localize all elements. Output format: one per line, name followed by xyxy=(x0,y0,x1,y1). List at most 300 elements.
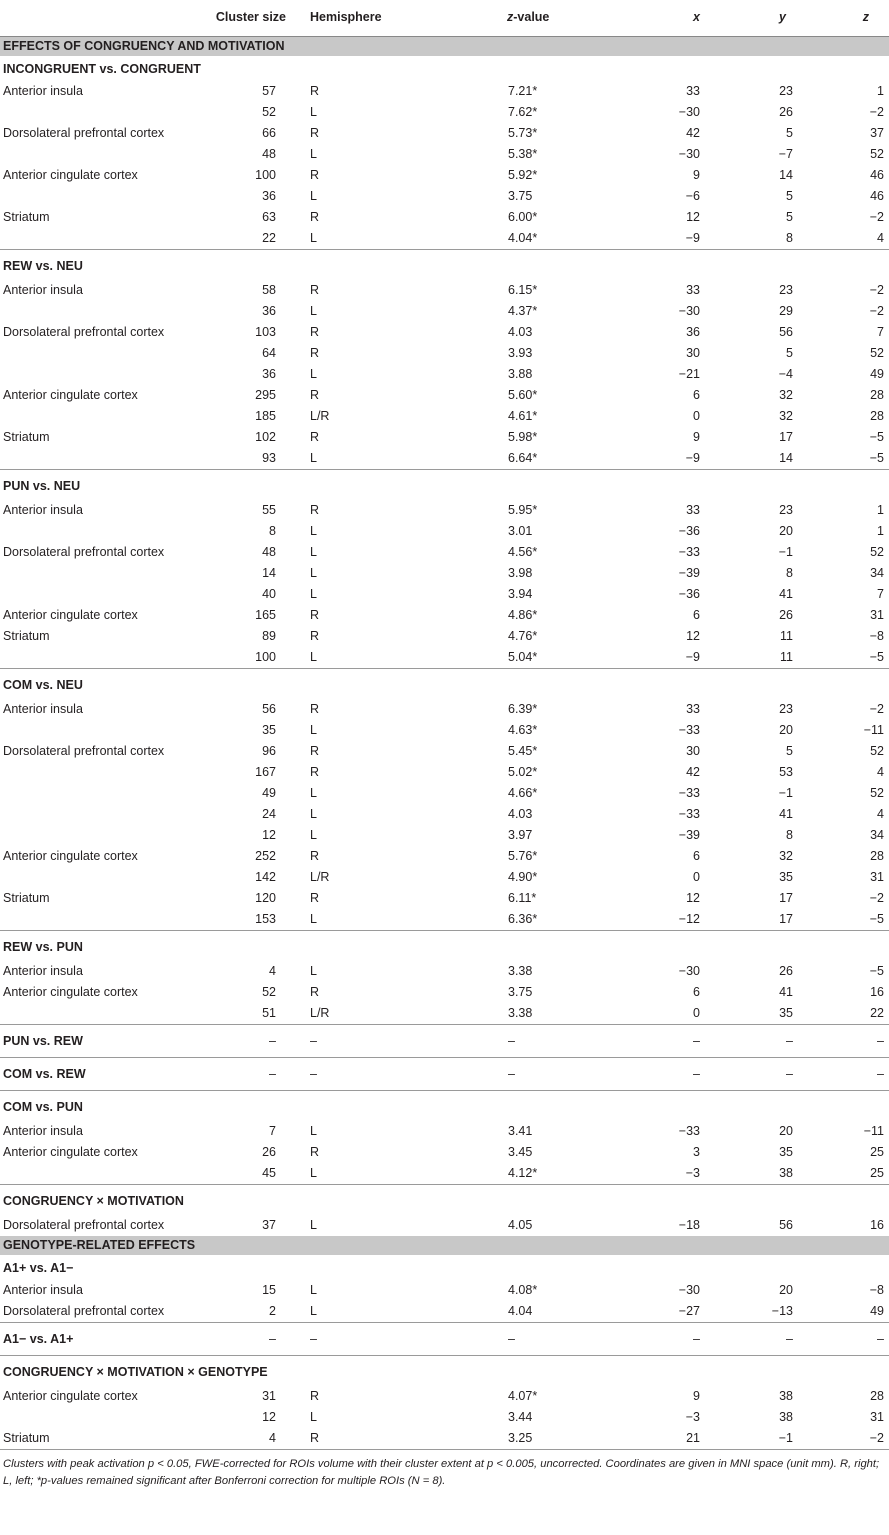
x-coord-cell: 6 xyxy=(693,608,700,622)
hemisphere-cell: L/R xyxy=(310,870,330,884)
region-cell: Anterior cingulate cortex xyxy=(3,608,138,622)
x-coord-cell: 6 xyxy=(693,388,700,402)
z-coord-cell: 28 xyxy=(870,388,884,402)
region-cell: Anterior insula xyxy=(3,283,83,297)
cluster-size-cell: 142 xyxy=(255,870,276,884)
z-value-cell: – xyxy=(455,1058,607,1091)
region-cell: Anterior insula xyxy=(3,1283,83,1297)
z-coord-cell: 34 xyxy=(870,828,884,842)
z-coord-cell: 1 xyxy=(877,84,884,98)
group-header xyxy=(0,1185,889,1216)
group-header xyxy=(0,1091,889,1122)
y-coord-cell: 41 xyxy=(779,985,793,999)
y-coord-cell: −7 xyxy=(778,147,793,161)
group-header xyxy=(0,470,889,501)
z-coord-cell: 4 xyxy=(877,807,884,821)
z-value-cell: 3.75 xyxy=(508,985,533,999)
table-footnote: Clusters with peak activation p < 0.05, FWE-corrected for ROIs volume with their cluster extent at p < 0.005, uncorrected. Coordinates are given in MNI space (unit mm). R, right; L, left; *p-values remained significant after Bonferroni correction for multiple ROIs (N = 8). xyxy=(3,1458,880,1487)
z-coord-cell: 31 xyxy=(870,870,884,884)
cluster-size-cell: 55 xyxy=(262,503,276,517)
x-coord-cell: −30 xyxy=(678,147,700,161)
z-value-cell: 5.60* xyxy=(508,388,538,402)
z-italic: z xyxy=(507,10,514,24)
z-value-cell: 7.21* xyxy=(508,84,538,98)
y-coord-cell: 41 xyxy=(779,807,793,821)
cluster-size-cell: 100 xyxy=(255,650,276,664)
table-row xyxy=(0,584,889,605)
hemisphere-cell: R xyxy=(310,1389,320,1403)
hemisphere-cell: L xyxy=(310,451,317,465)
table-row xyxy=(0,1025,889,1058)
cluster-size-cell: 103 xyxy=(255,325,276,339)
z-coord-cell: 1 xyxy=(877,503,884,517)
y-coord-cell: −1 xyxy=(778,786,793,800)
region-cell: Anterior insula xyxy=(3,1124,83,1138)
region-cell: Striatum xyxy=(3,430,50,444)
x-coord-cell: 6 xyxy=(693,985,700,999)
table-row xyxy=(0,1058,889,1091)
header-region xyxy=(0,0,214,37)
y-coord-cell: 38 xyxy=(779,1389,793,1403)
hemisphere-cell: R xyxy=(310,1145,320,1159)
z-coord-cell: −8 xyxy=(869,629,884,643)
x-coord-cell: 0 xyxy=(693,870,700,884)
cluster-size-cell: – xyxy=(214,1323,304,1356)
cluster-size-cell: 48 xyxy=(262,545,276,559)
cluster-size-cell: 165 xyxy=(255,608,276,622)
cluster-size-cell: 66 xyxy=(262,126,276,140)
z-value-cell: 4.63* xyxy=(508,723,538,737)
cluster-size-cell: 36 xyxy=(262,304,276,318)
region-cell: Anterior cingulate cortex xyxy=(3,1145,138,1159)
hemisphere-cell: L xyxy=(310,1218,317,1232)
header-y xyxy=(706,0,804,37)
z-label: z xyxy=(862,10,869,24)
table-row xyxy=(0,647,889,669)
hemisphere-cell: R xyxy=(310,891,320,905)
y-coord-cell: 20 xyxy=(779,723,793,737)
cluster-size-cell: 37 xyxy=(262,1218,276,1232)
section-title: EFFECTS OF CONGRUENCY AND MOTIVATION xyxy=(0,37,889,57)
y-coord-cell: – xyxy=(706,1323,804,1356)
group-title: PUN vs. NEU xyxy=(0,470,889,501)
hemisphere-cell: L xyxy=(310,189,317,203)
hemisphere-cell: L xyxy=(310,1124,317,1138)
y-coord-cell: 11 xyxy=(780,629,793,643)
table-body xyxy=(0,37,889,1450)
region-cell: Dorsolateral prefrontal cortex xyxy=(3,1218,165,1232)
z-coord-cell: 52 xyxy=(870,147,884,161)
x-coord-cell: −33 xyxy=(678,786,700,800)
y-coord-cell: 20 xyxy=(779,1283,793,1297)
z-coord-cell: 4 xyxy=(877,765,884,779)
z-value-cell: 5.92* xyxy=(508,168,538,182)
cluster-size-cell: 153 xyxy=(255,912,276,926)
y-coord-cell: 5 xyxy=(786,189,793,203)
hemisphere-cell: L xyxy=(310,231,317,245)
cluster-size-cell: 120 xyxy=(255,891,276,905)
z-coord-cell: 7 xyxy=(877,325,884,339)
region-cell xyxy=(0,102,214,123)
table-row xyxy=(0,1142,889,1163)
z-coord-cell: −11 xyxy=(863,1124,884,1138)
cluster-size-cell: 58 xyxy=(262,283,276,297)
z-value-cell: 3.75 xyxy=(508,189,533,203)
x-coord-cell: 9 xyxy=(693,430,700,444)
cluster-size-cell: 12 xyxy=(262,828,276,842)
y-coord-cell: 56 xyxy=(779,1218,793,1232)
hemisphere-cell: L xyxy=(310,367,317,381)
hemisphere-cell: R xyxy=(310,849,320,863)
y-coord-cell: 26 xyxy=(779,608,793,622)
cluster-size-cell: 22 xyxy=(262,231,276,245)
table-row xyxy=(0,982,889,1003)
hemisphere-cell: R xyxy=(310,503,320,517)
cluster-size-cell: 36 xyxy=(262,367,276,381)
cluster-size-cell: 252 xyxy=(255,849,276,863)
y-coord-cell: −1 xyxy=(778,545,793,559)
table-row xyxy=(0,500,889,521)
y-coord-cell: −4 xyxy=(778,367,793,381)
x-coord-cell: −3 xyxy=(685,1410,700,1424)
hemisphere-cell: L xyxy=(310,304,317,318)
y-coord-cell: 8 xyxy=(786,231,793,245)
hemisphere-cell: – xyxy=(304,1058,455,1091)
table-row xyxy=(0,207,889,228)
z-value-cell: 3.38 xyxy=(508,1006,533,1020)
region-cell xyxy=(0,584,214,605)
group-title: COM vs. NEU xyxy=(0,669,889,700)
table-row xyxy=(0,301,889,322)
hemisphere-cell: L xyxy=(310,587,317,601)
region-cell xyxy=(0,301,214,322)
z-coord-cell: 28 xyxy=(870,849,884,863)
z-coord-cell: 16 xyxy=(870,1218,884,1232)
section-header xyxy=(0,37,889,57)
x-coord-cell: −21 xyxy=(678,367,700,381)
y-coord-cell: 14 xyxy=(779,168,793,182)
x-coord-cell: −39 xyxy=(678,828,700,842)
table-row xyxy=(0,123,889,144)
table-row xyxy=(0,563,889,584)
z-value-cell: 3.38 xyxy=(508,964,533,978)
z-coord-cell: 46 xyxy=(870,168,884,182)
z-coord-cell: −5 xyxy=(869,912,884,926)
y-coord-cell: 38 xyxy=(779,1410,793,1424)
y-coord-cell: 17 xyxy=(779,891,793,905)
hemisphere-cell: L xyxy=(310,786,317,800)
z-coord-cell: −2 xyxy=(869,304,884,318)
region-cell: Anterior cingulate cortex xyxy=(3,1389,138,1403)
z-value-cell: 5.04* xyxy=(508,650,538,664)
x-coord-cell: 33 xyxy=(686,84,700,98)
group-header xyxy=(0,1356,889,1387)
z-coord-cell: 25 xyxy=(870,1145,884,1159)
group-title: COM vs. REW xyxy=(0,1058,214,1091)
table-row xyxy=(0,1407,889,1428)
header-z xyxy=(804,0,889,37)
y-coord-cell: 26 xyxy=(779,105,793,119)
z-value-cell: – xyxy=(455,1025,607,1058)
x-coord-cell: 9 xyxy=(693,168,700,182)
cluster-size-cell: 49 xyxy=(262,786,276,800)
region-cell: Anterior insula xyxy=(3,84,83,98)
region-cell xyxy=(0,521,214,542)
x-coord-cell: −18 xyxy=(678,1218,700,1232)
z-value-cell: 3.01 xyxy=(508,524,533,538)
z-coord-cell: 4 xyxy=(877,231,884,245)
z-value-cell: 4.08* xyxy=(508,1283,538,1297)
table-row xyxy=(0,804,889,825)
z-value-cell: 6.39* xyxy=(508,702,538,716)
cluster-size-cell: 7 xyxy=(269,1124,276,1138)
hemisphere-cell: L xyxy=(310,1304,317,1318)
hemisphere-cell: – xyxy=(304,1323,455,1356)
z-value-cell: 5.02* xyxy=(508,765,538,779)
x-coord-cell: −12 xyxy=(678,912,700,926)
hemisphere-cell: L xyxy=(310,1410,317,1424)
region-cell: Anterior insula xyxy=(3,702,83,716)
z-coord-cell: −11 xyxy=(863,723,884,737)
y-coord-cell: 35 xyxy=(779,870,793,884)
cluster-size-cell: 4 xyxy=(214,1428,304,1450)
z-value-cell: 4.61* xyxy=(508,409,538,423)
hemisphere-cell: L xyxy=(310,828,317,842)
x-coord-cell: 9 xyxy=(693,1389,700,1403)
cluster-size-cell: 102 xyxy=(255,430,276,444)
z-coord-cell: 52 xyxy=(870,744,884,758)
x-coord-cell: −36 xyxy=(678,587,700,601)
region-cell: Anterior insula xyxy=(3,964,83,978)
z-value-cell: 4.56* xyxy=(508,545,538,559)
region-cell: Striatum xyxy=(0,1428,214,1450)
table-row xyxy=(0,1301,889,1323)
z-value-cell: 6.00* xyxy=(508,210,538,224)
table-row xyxy=(0,165,889,186)
x-coord-cell: −3 xyxy=(685,1166,700,1180)
region-cell: Dorsolateral prefrontal cortex xyxy=(3,545,165,559)
x-coord-cell: 30 xyxy=(686,744,700,758)
group-header xyxy=(0,669,889,700)
hemisphere-cell: R xyxy=(304,1428,455,1450)
hemisphere-cell: R xyxy=(310,985,320,999)
z-value-cell: 7.62* xyxy=(508,105,538,119)
z-coord-cell: – xyxy=(804,1025,889,1058)
group-title: A1+ vs. A1− xyxy=(3,1261,74,1275)
group-header xyxy=(0,56,889,81)
group-title: A1− vs. A1+ xyxy=(0,1323,214,1356)
region-cell xyxy=(0,406,214,427)
y-coord-cell: 35 xyxy=(779,1006,793,1020)
y-coord-cell: 32 xyxy=(779,409,793,423)
x-coord-cell: −30 xyxy=(678,304,700,318)
z-coord-cell: −2 xyxy=(869,283,884,297)
y-coord-cell: 23 xyxy=(779,503,793,517)
table-row xyxy=(0,720,889,741)
y-coord-cell: 5 xyxy=(786,126,793,140)
z-coord-cell: −2 xyxy=(869,891,884,905)
group-title: REW vs. PUN xyxy=(0,931,889,962)
table-row xyxy=(0,228,889,250)
cluster-size-cell: – xyxy=(214,1025,304,1058)
hemisphere-cell: R xyxy=(310,84,320,98)
table-row xyxy=(0,343,889,364)
z-coord-cell: −8 xyxy=(869,1283,884,1297)
region-cell xyxy=(0,144,214,165)
cluster-size-cell: 57 xyxy=(262,84,276,98)
z-value-cell: 3.94 xyxy=(508,587,533,601)
z-value-cell: 5.45* xyxy=(508,744,538,758)
region-cell xyxy=(0,448,214,470)
x-coord-cell: −39 xyxy=(678,566,700,580)
z-value-cell: 4.07* xyxy=(508,1389,538,1403)
x-coord-cell: 36 xyxy=(686,325,700,339)
hemisphere-cell: R xyxy=(310,765,320,779)
y-coord-cell: 32 xyxy=(779,849,793,863)
z-coord-cell: 28 xyxy=(870,1389,884,1403)
cluster-size-cell: 4 xyxy=(269,964,276,978)
region-cell xyxy=(0,186,214,207)
table-row xyxy=(0,448,889,470)
x-coord-cell: −9 xyxy=(685,231,700,245)
z-value-cell: 4.86* xyxy=(508,608,538,622)
z-coord-cell: −2 xyxy=(869,702,884,716)
region-cell xyxy=(0,867,214,888)
cluster-size-cell: 45 xyxy=(262,1166,276,1180)
z-value-cell: 5.38* xyxy=(508,147,538,161)
y-coord-cell: 20 xyxy=(779,524,793,538)
table-row xyxy=(0,542,889,563)
z-value-cell: 3.44 xyxy=(508,1410,533,1424)
z-value-cell: 6.11* xyxy=(508,891,537,905)
hemisphere-cell: R xyxy=(310,388,320,402)
table-row xyxy=(0,1280,889,1301)
table-row xyxy=(0,385,889,406)
x-coord-cell: −36 xyxy=(678,524,700,538)
region-cell: Dorsolateral prefrontal cortex xyxy=(3,325,165,339)
x-coord-cell: −30 xyxy=(678,1283,700,1297)
y-coord-cell: −13 xyxy=(771,1304,793,1318)
cluster-size-cell: 14 xyxy=(262,566,276,580)
y-label: y xyxy=(779,10,786,24)
x-label: x xyxy=(693,10,700,24)
z-coord-cell: 37 xyxy=(870,126,884,140)
x-coord-cell: 42 xyxy=(686,765,700,779)
x-coord-cell: – xyxy=(607,1323,706,1356)
x-coord-cell: −33 xyxy=(678,807,700,821)
z-value-cell: 3.97 xyxy=(508,828,533,842)
y-coord-cell: −1 xyxy=(706,1428,804,1450)
x-coord-cell: 6 xyxy=(693,849,700,863)
cluster-size-cell: 93 xyxy=(262,451,276,465)
y-coord-cell: – xyxy=(706,1058,804,1091)
z-coord-cell: 52 xyxy=(870,786,884,800)
region-cell xyxy=(0,343,214,364)
region-cell: Anterior insula xyxy=(3,503,83,517)
z-value-cell: 4.03 xyxy=(508,807,533,821)
z-value-cell: 3.41 xyxy=(508,1124,533,1138)
cluster-size-cell: 89 xyxy=(262,629,276,643)
z-coord-cell: 1 xyxy=(877,524,884,538)
z-value-cell: 4.05 xyxy=(508,1218,533,1232)
z-coord-cell: 28 xyxy=(870,409,884,423)
table-row xyxy=(0,783,889,804)
hemisphere-cell: R xyxy=(310,126,320,140)
cluster-size-cell: 64 xyxy=(262,346,276,360)
region-cell xyxy=(0,647,214,669)
z-value-cell: 5.95* xyxy=(508,503,538,517)
group-title: CONGRUENCY × MOTIVATION xyxy=(0,1185,889,1216)
group-title: INCONGRUENT vs. CONGRUENT xyxy=(3,62,201,76)
z-coord-cell: 31 xyxy=(870,1410,884,1424)
hemisphere-cell: L xyxy=(310,566,317,580)
z-value-cell: 5.76* xyxy=(508,849,538,863)
cluster-size-cell: 185 xyxy=(255,409,276,423)
z-value-cell: 5.73* xyxy=(508,126,538,140)
z-coord-cell: −2 xyxy=(869,105,884,119)
cluster-size-cell: 8 xyxy=(269,524,276,538)
table-row xyxy=(0,699,889,720)
table-row xyxy=(0,741,889,762)
table-row xyxy=(0,909,889,931)
hemisphere-cell: L/R xyxy=(310,1006,330,1020)
table-row xyxy=(0,1428,889,1450)
z-coord-cell: 46 xyxy=(870,189,884,203)
hemisphere-cell: R xyxy=(310,702,320,716)
y-coord-cell: 14 xyxy=(779,451,793,465)
hemisphere-cell: R xyxy=(310,744,320,758)
table-header xyxy=(0,0,889,37)
x-coord-cell: −30 xyxy=(678,105,700,119)
table-row xyxy=(0,144,889,165)
region-cell xyxy=(0,1407,214,1428)
z-coord-cell: 49 xyxy=(870,367,884,381)
region-cell: Dorsolateral prefrontal cortex xyxy=(3,1304,165,1318)
region-cell xyxy=(0,720,214,741)
cluster-size-cell: 2 xyxy=(269,1304,276,1318)
z-value-cell: 3.88 xyxy=(508,367,533,381)
group-header xyxy=(0,250,889,281)
group-title: CONGRUENCY × MOTIVATION × GENOTYPE xyxy=(0,1356,889,1387)
y-coord-cell: 38 xyxy=(779,1166,793,1180)
cluster-size-cell: 52 xyxy=(262,105,276,119)
x-coord-cell: −9 xyxy=(685,451,700,465)
hemisphere-cell: R xyxy=(310,346,320,360)
table-row xyxy=(0,521,889,542)
z-coord-cell: 7 xyxy=(877,587,884,601)
z-value-cell: 6.15* xyxy=(508,283,538,297)
table-row xyxy=(0,605,889,626)
table-row xyxy=(0,626,889,647)
region-cell: Striatum xyxy=(3,891,50,905)
hemisphere-cell: L xyxy=(310,964,317,978)
hemisphere-cell: R xyxy=(310,283,320,297)
x-coord-cell: 12 xyxy=(686,891,700,905)
table-row xyxy=(0,961,889,982)
hemisphere-cell: R xyxy=(310,210,320,224)
y-coord-cell: 53 xyxy=(779,765,793,779)
region-cell: Anterior cingulate cortex xyxy=(3,168,138,182)
y-coord-cell: 23 xyxy=(779,283,793,297)
x-coord-cell: −33 xyxy=(678,1124,700,1138)
region-cell: Striatum xyxy=(3,210,50,224)
z-value-cell: 6.36* xyxy=(508,912,538,926)
region-cell: Anterior cingulate cortex xyxy=(3,985,138,999)
x-coord-cell: 0 xyxy=(693,409,700,423)
hemisphere-cell: L/R xyxy=(310,409,330,423)
z-value-cell: 5.98* xyxy=(508,430,538,444)
region-cell: Dorsolateral prefrontal cortex xyxy=(3,744,165,758)
